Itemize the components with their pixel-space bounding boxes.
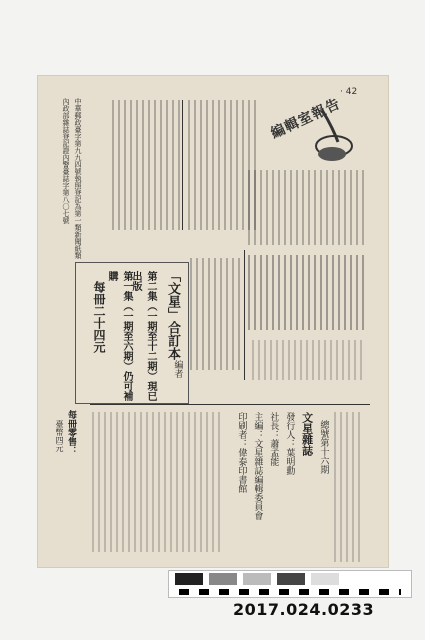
publisher-name: 葉明勳	[284, 448, 295, 475]
article-text-block-4	[108, 100, 180, 230]
printer-line	[236, 412, 246, 493]
swatch-dark	[277, 573, 305, 585]
editor-label: 主編：	[252, 412, 263, 439]
color-calibration-card	[168, 570, 412, 598]
colophon-detail-text	[330, 412, 360, 562]
registration-line-1: 中華郵政臺字第九九四號執照登記為第一類新聞紙類	[74, 98, 82, 259]
article-text-block-5	[188, 258, 240, 370]
omnibus-edition-ad	[75, 262, 189, 404]
editor-name: 文星雜誌編輯委員會	[252, 439, 263, 520]
column-title: 編輯室報告	[268, 95, 344, 143]
price-table	[90, 412, 220, 552]
president-line	[268, 412, 278, 466]
article-text-block-2	[186, 100, 256, 230]
printer-name: 偉泰印書館	[236, 448, 247, 493]
price-label: 每冊零售：	[66, 410, 76, 455]
column-divider	[244, 250, 245, 380]
section-divider	[90, 404, 370, 405]
accession-number: 2017.024.0233	[233, 600, 375, 619]
article-text-block-6	[248, 340, 362, 380]
article-signature: 編者	[172, 360, 183, 378]
price-text: 臺幣四元	[55, 420, 64, 452]
editor-line	[252, 412, 262, 520]
ad-volume-1: 第一集（一期至六期）仍可補購	[106, 271, 132, 401]
swatch-light	[243, 573, 271, 585]
issue-number: 總號第十六期	[318, 420, 329, 474]
page-number: · 42	[340, 87, 358, 97]
column-divider	[182, 100, 183, 230]
printer-label: 印刷者：	[236, 412, 247, 448]
registration-line-2: 內政部雜誌登記證內警臺誌字第八〇七號	[62, 98, 70, 224]
swatch-gray	[209, 573, 237, 585]
editor-report-logo	[262, 95, 362, 170]
president-label: 社長：	[268, 412, 279, 439]
swatch-white	[311, 573, 339, 585]
publisher-line	[284, 412, 294, 475]
ad-price: 每冊二十四元	[92, 281, 106, 353]
magazine-name: 文星雜誌	[300, 412, 314, 456]
article-text-block-1	[246, 170, 364, 245]
president-name: 蕭孟能	[268, 439, 279, 466]
scale-ruler	[179, 589, 401, 595]
publisher-label: 發行人：	[284, 412, 295, 448]
retail-price	[46, 410, 80, 560]
ad-title: 「文星」合訂本	[165, 269, 180, 360]
swatch-black	[175, 573, 203, 585]
ad-volume-2: 第二集（一期至十二期）現已出版	[130, 271, 156, 401]
article-text-block-3	[246, 255, 364, 330]
